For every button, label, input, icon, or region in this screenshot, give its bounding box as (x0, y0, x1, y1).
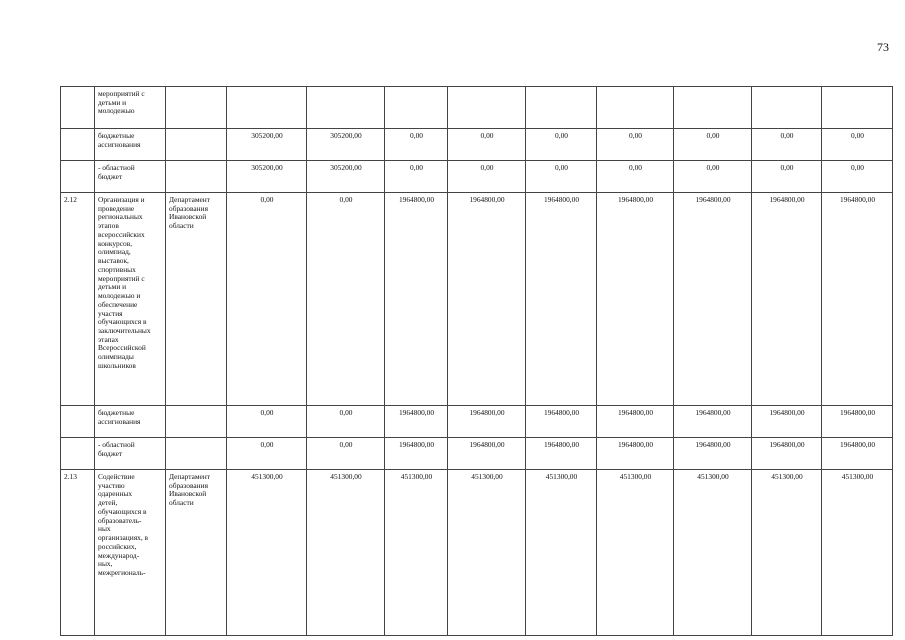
amount-cell: 1964800,00 (597, 406, 674, 438)
amount-cell (385, 87, 448, 129)
amount-cell: 451300,00 (448, 470, 526, 636)
table-row (61, 87, 893, 129)
amount-cell: 0,00 (448, 161, 526, 193)
amount-cell: 0,00 (674, 161, 752, 193)
amount-cell (526, 87, 597, 129)
amount-cell: 1964800,00 (752, 438, 822, 470)
amount-cell: 1964800,00 (597, 193, 674, 406)
amount-cell: 1964800,00 (448, 406, 526, 438)
amount-cell: 451300,00 (674, 470, 752, 636)
executor-cell: Департамент образования Ивановской области (166, 193, 227, 406)
amount-cell: 1964800,00 (448, 438, 526, 470)
amount-cell: 1964800,00 (448, 193, 526, 406)
amount-cell: 0,00 (307, 193, 385, 406)
amount-cell: 1964800,00 (597, 438, 674, 470)
amount-cell (597, 87, 674, 129)
amount-cell: 0,00 (674, 129, 752, 161)
table-row (61, 406, 893, 438)
amount-cell (448, 87, 526, 129)
amount-cell: 1964800,00 (752, 406, 822, 438)
table-row (61, 161, 893, 193)
amount-cell: 0,00 (752, 129, 822, 161)
amount-cell: 451300,00 (227, 470, 307, 636)
measure-name-cell: - областной бюджет (95, 438, 166, 470)
amount-cell: 1964800,00 (674, 193, 752, 406)
amount-cell: 1964800,00 (385, 438, 448, 470)
amount-cell: 305200,00 (227, 161, 307, 193)
amount-cell: 0,00 (597, 161, 674, 193)
amount-cell: 0,00 (307, 438, 385, 470)
amount-cell: 305200,00 (307, 161, 385, 193)
amount-cell: 0,00 (526, 161, 597, 193)
amount-cell: 0,00 (597, 129, 674, 161)
amount-cell: 0,00 (227, 406, 307, 438)
amount-cell: 1964800,00 (526, 406, 597, 438)
amount-cell: 0,00 (822, 161, 893, 193)
amount-cell: 451300,00 (526, 470, 597, 636)
amount-cell: 305200,00 (307, 129, 385, 161)
row-index-cell: 2.13 (61, 470, 95, 636)
amount-cell: 1964800,00 (526, 193, 597, 406)
amount-cell: 451300,00 (385, 470, 448, 636)
table-row (61, 193, 893, 406)
amount-cell: 0,00 (307, 406, 385, 438)
amount-cell: 0,00 (752, 161, 822, 193)
amount-cell: 1964800,00 (822, 438, 893, 470)
amount-cell: 1964800,00 (526, 438, 597, 470)
executor-cell: Департамент образования Ивановской области (166, 470, 227, 636)
amount-cell: 305200,00 (227, 129, 307, 161)
amount-cell: 451300,00 (307, 470, 385, 636)
amount-cell: 0,00 (385, 161, 448, 193)
executor-cell (166, 438, 227, 470)
amount-cell: 1964800,00 (674, 438, 752, 470)
row-index-cell (61, 438, 95, 470)
measure-name-cell: Организация и проведение региональных этапов всероссийских конкурсов, олимпиад, выставок, спортивных мероприятий с детьми и молодежью и обеспечение участия обучающихся в заключительных этапах Всероссийской олимпиады школьников (95, 193, 166, 406)
table-row (61, 470, 893, 636)
measure-name-cell: - областной бюджет (95, 161, 166, 193)
measure-name-cell: бюджетные ассигнования (95, 129, 166, 161)
row-index-cell (61, 129, 95, 161)
amount-cell: 1964800,00 (822, 193, 893, 406)
measure-name-cell: мероприятий с детьми и молодежью (95, 87, 166, 129)
amount-cell (227, 87, 307, 129)
budget-table (60, 86, 893, 636)
amount-cell: 0,00 (822, 129, 893, 161)
amount-cell: 451300,00 (597, 470, 674, 636)
row-index-cell (61, 87, 95, 129)
measure-name-cell: Содействие участию одаренных детей, обучающихся в образователь- ных организациях, в российских, международ- ных, межрегиональ- (95, 470, 166, 636)
table-row (61, 129, 893, 161)
row-index-cell (61, 161, 95, 193)
amount-cell: 1964800,00 (385, 406, 448, 438)
amount-cell: 1964800,00 (674, 406, 752, 438)
measure-name-cell: бюджетные ассигнования (95, 406, 166, 438)
amount-cell: 0,00 (227, 438, 307, 470)
amount-cell (752, 87, 822, 129)
amount-cell: 0,00 (526, 129, 597, 161)
executor-cell (166, 161, 227, 193)
amount-cell: 1964800,00 (385, 193, 448, 406)
amount-cell (307, 87, 385, 129)
page-number: 73 (877, 40, 889, 54)
amount-cell: 451300,00 (752, 470, 822, 636)
amount-cell: 0,00 (385, 129, 448, 161)
amount-cell: 1964800,00 (822, 406, 893, 438)
amount-cell (674, 87, 752, 129)
executor-cell (166, 129, 227, 161)
table-row (61, 438, 893, 470)
amount-cell (822, 87, 893, 129)
row-index-cell: 2.12 (61, 193, 95, 406)
amount-cell: 0,00 (227, 193, 307, 406)
executor-cell (166, 87, 227, 129)
amount-cell: 451300,00 (822, 470, 893, 636)
amount-cell: 0,00 (448, 129, 526, 161)
amount-cell: 1964800,00 (752, 193, 822, 406)
executor-cell (166, 406, 227, 438)
row-index-cell (61, 406, 95, 438)
